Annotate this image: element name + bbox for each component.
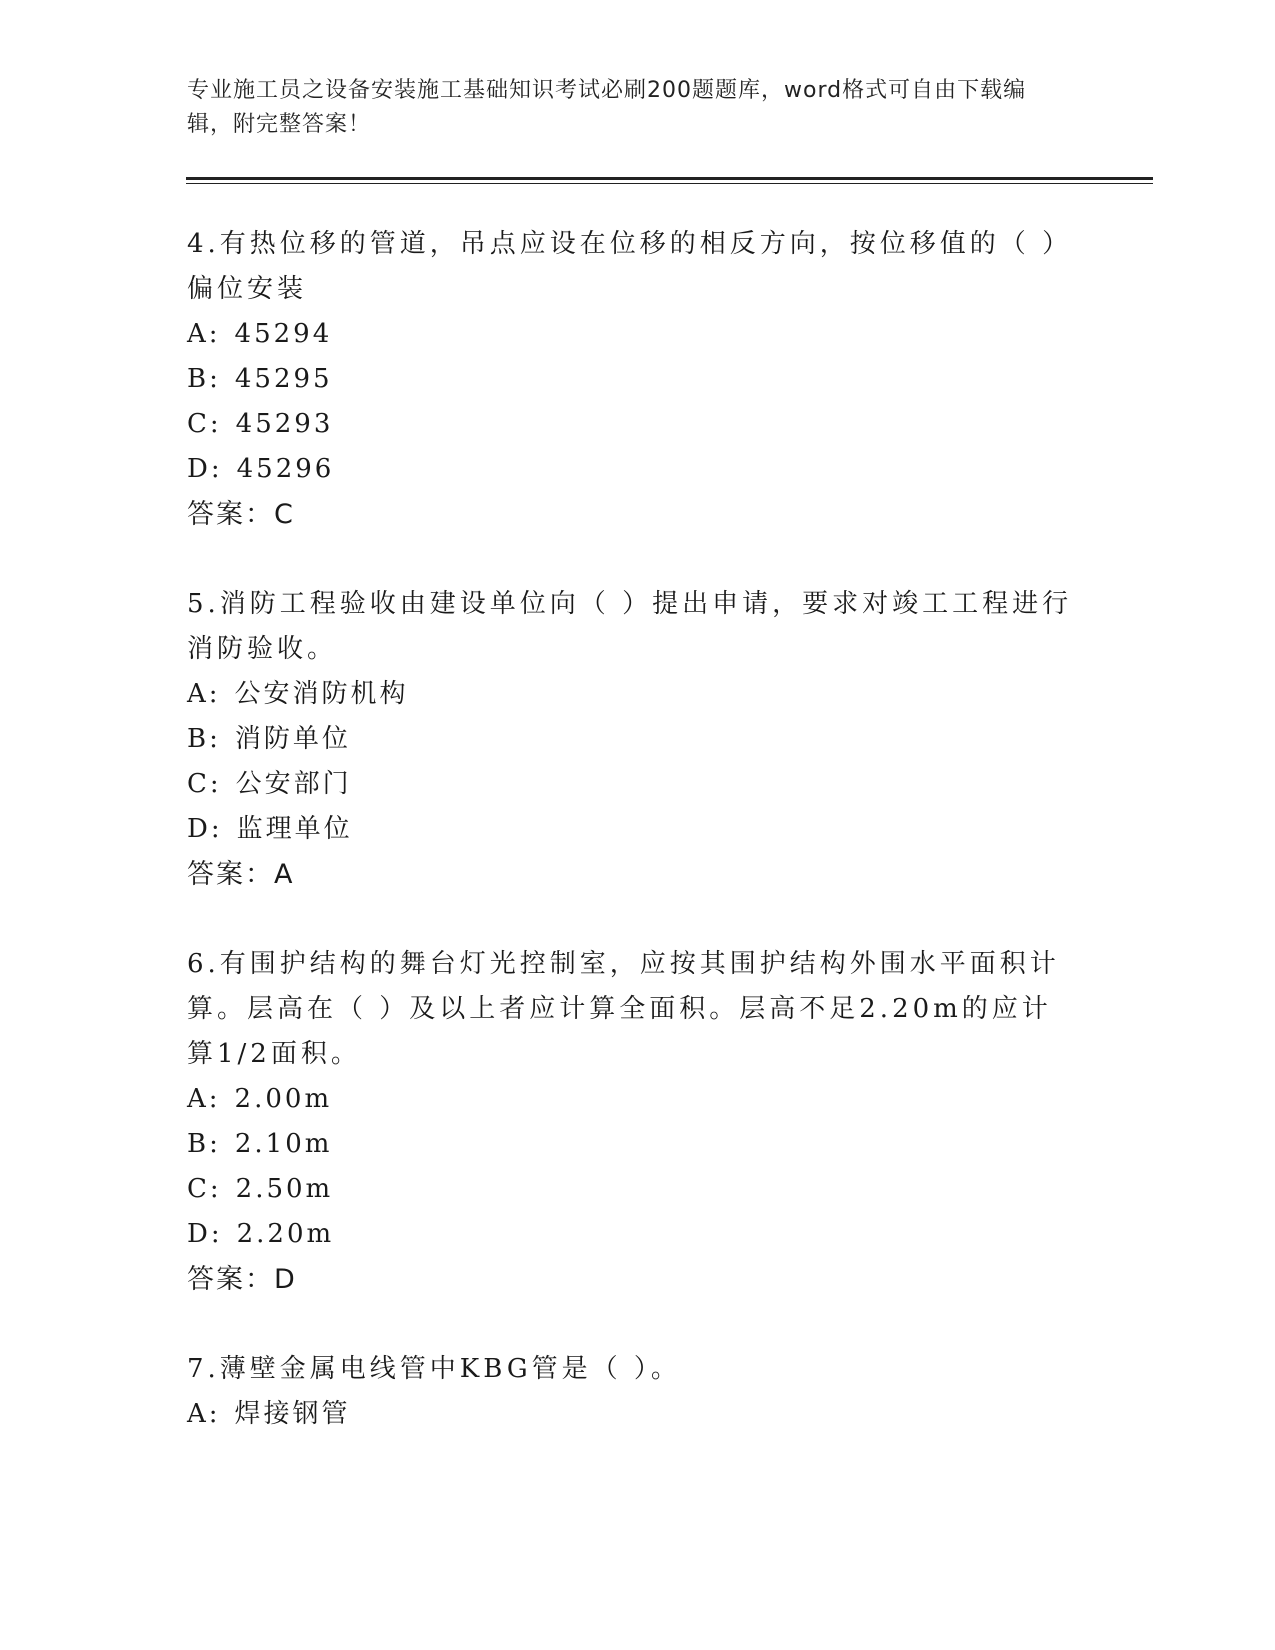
option-b xyxy=(187,357,1077,402)
answer-line: 答案：D xyxy=(187,1264,297,1295)
option-d xyxy=(187,807,1077,852)
option-text: 45294 xyxy=(234,319,333,349)
option-text: 45293 xyxy=(235,409,334,439)
option-letter: C: xyxy=(187,409,222,439)
question-stem: 6.有围护结构的舞台灯光控制室，应按其围护结构外围水平面积计算。层高在（ ）及以上者应计算全面积。层高不足2.20m的应计算1/2面积。 xyxy=(187,949,1060,1069)
option-c xyxy=(187,402,1077,447)
header-divider-thin xyxy=(186,183,1153,184)
option-letter: C: xyxy=(187,769,222,799)
header-divider-thick xyxy=(186,177,1153,180)
option-c xyxy=(187,1167,1077,1212)
option-a xyxy=(187,1392,1077,1437)
option-b xyxy=(187,1122,1077,1167)
option-text: 公安部门 xyxy=(235,769,352,799)
option-a xyxy=(187,672,1077,717)
option-letter: D: xyxy=(187,814,223,844)
option-letter: D: xyxy=(187,1219,223,1249)
question-4 xyxy=(187,222,1077,537)
option-text: 2.50m xyxy=(235,1174,334,1204)
question-stem: 5.消防工程验收由建设单位向（ ）提出申请，要求对竣工工程进行消防验收。 xyxy=(187,589,1073,664)
option-text: 2.20m xyxy=(236,1219,335,1249)
document-header: 专业施工员之设备安装施工基础知识考试必刷200题题库，word格式可自由下载编辑，附完整答案！ xyxy=(187,78,1027,137)
option-text: 45296 xyxy=(236,454,335,484)
option-text: 消防单位 xyxy=(234,724,351,754)
option-d xyxy=(187,447,1077,492)
option-a xyxy=(187,1077,1077,1122)
question-5 xyxy=(187,582,1077,897)
question-6 xyxy=(187,942,1077,1302)
answer-line: 答案：C xyxy=(187,499,295,530)
option-letter: B: xyxy=(187,1129,221,1159)
question-stem: 7.薄壁金属电线管中KBG管是（ ）。 xyxy=(187,1354,681,1384)
option-d xyxy=(187,1212,1077,1257)
option-letter: A: xyxy=(187,319,221,349)
option-text: 公安消防机构 xyxy=(234,679,409,709)
option-letter: A: xyxy=(187,679,221,709)
option-b xyxy=(187,717,1077,762)
option-letter: C: xyxy=(187,1174,222,1204)
option-letter: B: xyxy=(187,724,221,754)
option-a xyxy=(187,312,1077,357)
option-letter: A: xyxy=(187,1084,221,1114)
option-letter: D: xyxy=(187,454,223,484)
question-7 xyxy=(187,1347,1077,1437)
option-text: 2.10m xyxy=(234,1129,333,1159)
option-text: 焊接钢管 xyxy=(234,1399,351,1429)
option-letter: A: xyxy=(187,1399,221,1429)
option-text: 45295 xyxy=(234,364,333,394)
option-letter: B: xyxy=(187,364,221,394)
answer-line: 答案：A xyxy=(187,859,295,890)
option-text: 2.00m xyxy=(234,1084,333,1114)
question-stem: 4.有热位移的管道，吊点应设在位移的相反方向，按位移值的（ ）偏位安装 xyxy=(187,229,1073,304)
option-c xyxy=(187,762,1077,807)
option-text: 监理单位 xyxy=(236,814,353,844)
